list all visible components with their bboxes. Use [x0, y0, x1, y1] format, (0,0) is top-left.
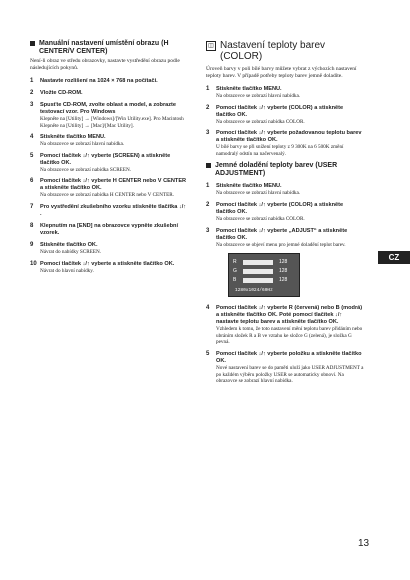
step-note: Na obrazovce se zobrazí nabídka COLOR. [216, 118, 305, 125]
step-title: Stiskněte tlačítko OK. [40, 241, 98, 248]
right-column [206, 40, 364, 390]
steps-a [206, 86, 364, 157]
steps-c [206, 305, 364, 385]
step-body [40, 204, 188, 218]
right-intro: Úroveň barvy v poli bílé barvy můžete vybrat z výchozích nastavení teploty barev. V případě potřeby teploty barev jemně doladíte. [206, 66, 357, 79]
step-title: Pro vystředění zkušebního vzorku stiskněte tlačítka ↓/↑ . [40, 203, 187, 217]
step-title: Klepnutím na [END] na obrazovce vypněte zkušební vzorek. [40, 222, 179, 236]
step-title: Spusťte CD-ROM, zvolte oblast a model, a zobrazte testovací vzor. Pro Windows [40, 102, 177, 115]
color-icon: ◫ [206, 41, 216, 51]
step-title: Pomocí tlačítek ↓/↑ vyberte „ADJUST“ a stiskněte tlačítko OK. [216, 227, 348, 241]
step-note: Vzhledem k tomu, že toto nastavení mění teplotu barev přidáním nebo ubráním složek R a B ve vztahu ke složce G (zelená), je složka G pevná. [216, 326, 363, 346]
menu-label-r: R [233, 259, 237, 266]
menu-value-g: 128 [279, 268, 288, 275]
bullet-square-icon [206, 163, 211, 168]
step-title: Pomocí tlačítek ↓/↑ vyberte požadovanou teplotu barev a stiskněte tlačítko OK. [216, 130, 362, 144]
step-item [30, 242, 188, 256]
color-adjust-menu [228, 253, 300, 297]
menu-bar-r [243, 260, 273, 265]
left-steps [30, 78, 188, 274]
step-note: Návrat do nabídky SCREEN. [40, 248, 102, 255]
step-title: Pomocí tlačítek ↓/↑ vyberte (SCREEN) a stiskněte tlačítko OK. [40, 152, 171, 166]
step-item [206, 202, 364, 223]
step-title: Pomocí tlačítek ↓/↑ vyberte a stiskněte tlačítko OK. [40, 260, 175, 267]
right-heading: ◫ Nastavení teploty barev (COLOR) [206, 40, 364, 62]
page-number: 13 [358, 538, 370, 549]
step-item [30, 204, 188, 218]
step-title: Pomocí tlačítek ↓/↑ vyberte položku a stiskněte tlačítko OK. [216, 350, 362, 364]
left-heading: Manuální nastavení umístění obrazu (H CENTER/V CENTER) [30, 40, 188, 56]
step-item [206, 305, 364, 346]
step-body [40, 90, 188, 97]
step-title: Pomocí tlačítek ↓/↑ vyberte R (červená) nebo B (modrá) a stiskněte tlačítko OK. Poté pomocí tlačítek ↓/↑ nastavte teplotu barev a stiskněte tlačítko OK. [216, 305, 363, 326]
step-body [216, 228, 364, 249]
step-note: Nové nastavení barev se do paměti uloží jako USER ADJUSTMENT a po každém výběru položky USER se automaticky obnoví. Na obrazovce se zobrazí hlavní nabídka. [216, 364, 364, 385]
step-note: Na obrazovce se zobrazí hlavní nabídka. [216, 190, 301, 197]
step-item [206, 351, 364, 385]
step-body [40, 223, 188, 237]
step-item [206, 228, 364, 249]
step-body [40, 261, 188, 275]
step-item [30, 153, 188, 174]
menu-label-g: G [233, 268, 237, 275]
step-body [216, 183, 364, 197]
step-item [30, 90, 188, 97]
step-item [206, 130, 364, 157]
step-number: 2 [206, 104, 210, 111]
step-note: Klepněte na [Utility] → [Windows]/[Win Utility.exe]. Pro Macintosh Klepněte na [Utility] → [Mac]/[Mac Utility]. [40, 116, 184, 129]
steps-b [206, 183, 364, 248]
step-number: 3 [30, 102, 34, 108]
step-number: 3 [206, 227, 210, 234]
menu-bar-b [243, 278, 273, 283]
step-number: 4 [206, 305, 210, 312]
step-body [216, 86, 364, 100]
step-number: 4 [30, 134, 34, 141]
step-item [206, 183, 364, 197]
step-note: U bílé barvy se při snížení teploty z 9 300K na 6 500K změní namodralý odstín na načervenalý. [216, 144, 344, 157]
language-tab: CZ [378, 251, 410, 264]
step-note: Na obrazovce se zobrazí hlavní nabídka. [216, 93, 301, 99]
step-note: Na obrazovce se zobrazí nabídka H CENTER nebo V CENTER. [40, 192, 175, 199]
step-number: 5 [206, 350, 210, 357]
step-number: 2 [206, 201, 210, 208]
step-title: Stiskněte tlačítko MENU. [40, 134, 106, 141]
step-number: 3 [206, 130, 210, 137]
step-note: Na obrazovce se objeví menu pro jemné doladění teplot barev. [216, 241, 346, 248]
step-number: 1 [206, 183, 210, 190]
step-body [40, 153, 188, 174]
step-body [216, 105, 364, 126]
menu-label-b: B [233, 277, 237, 284]
step-body [40, 178, 188, 199]
step-number: 2 [30, 90, 34, 96]
step-title: Stiskněte tlačítko MENU. [216, 86, 282, 92]
bullet-square-icon [30, 41, 35, 46]
step-item [30, 223, 188, 237]
menu-bar-g [243, 269, 273, 274]
step-item [206, 105, 364, 126]
step-body [216, 130, 364, 157]
step-body [40, 78, 188, 85]
step-body [216, 305, 364, 346]
step-body [216, 202, 364, 223]
step-item [30, 178, 188, 199]
step-title: Pomocí tlačítek ↓/↑ vyberte (COLOR) a stiskněte tlačítko OK. [216, 104, 344, 118]
step-number: 6 [30, 178, 34, 185]
step-number: 1 [30, 78, 34, 84]
step-body [40, 134, 188, 148]
step-item [206, 86, 364, 100]
step-note: Na obrazovce se zobrazí hlavní nabídka. [40, 141, 125, 148]
step-item [30, 134, 188, 148]
menu-resolution: 1280x1024/60Hz [235, 288, 273, 294]
step-number: 7 [30, 203, 34, 210]
step-title: Stiskněte tlačítko MENU. [216, 183, 282, 190]
step-item [30, 261, 188, 275]
step-number: 1 [206, 86, 210, 92]
step-body [40, 242, 188, 256]
step-title: Nastavte rozlišení na 1024 × 768 na počítači. [40, 78, 158, 84]
step-number: 8 [30, 222, 34, 229]
step-title: Vložte CD-ROM. [40, 90, 83, 96]
step-note: Na obrazovce se zobrazí nabídka COLOR. [216, 215, 305, 222]
step-body [216, 351, 364, 385]
left-intro: Není-li obraz ve středu obrazovky, nastavte vystředění obrazu podle následujících pokynů. [30, 58, 180, 71]
left-column [30, 40, 188, 279]
step-item [30, 78, 188, 85]
step-item [30, 102, 188, 129]
right-subheading: Jemné doladění teploty barev (USER ADJUSTMENT) [206, 162, 364, 178]
step-number: 10 [30, 260, 37, 267]
menu-value-r: 128 [279, 259, 288, 266]
step-title: Pomocí tlačítek ↓/↑ vyberte H CENTER nebo V CENTER a stiskněte tlačítko OK. [40, 178, 187, 192]
menu-value-b: 128 [279, 277, 288, 284]
step-note: Návrat do hlavní nabídky. [40, 267, 94, 274]
step-body [40, 102, 188, 129]
step-title: Pomocí tlačítek ↓/↑ vyberte (COLOR) a stiskněte tlačítko OK. [216, 201, 344, 215]
step-number: 9 [30, 241, 34, 248]
step-number: 5 [30, 152, 34, 159]
step-note: Na obrazovce se zobrazí nabídka SCREEN. [40, 166, 132, 173]
